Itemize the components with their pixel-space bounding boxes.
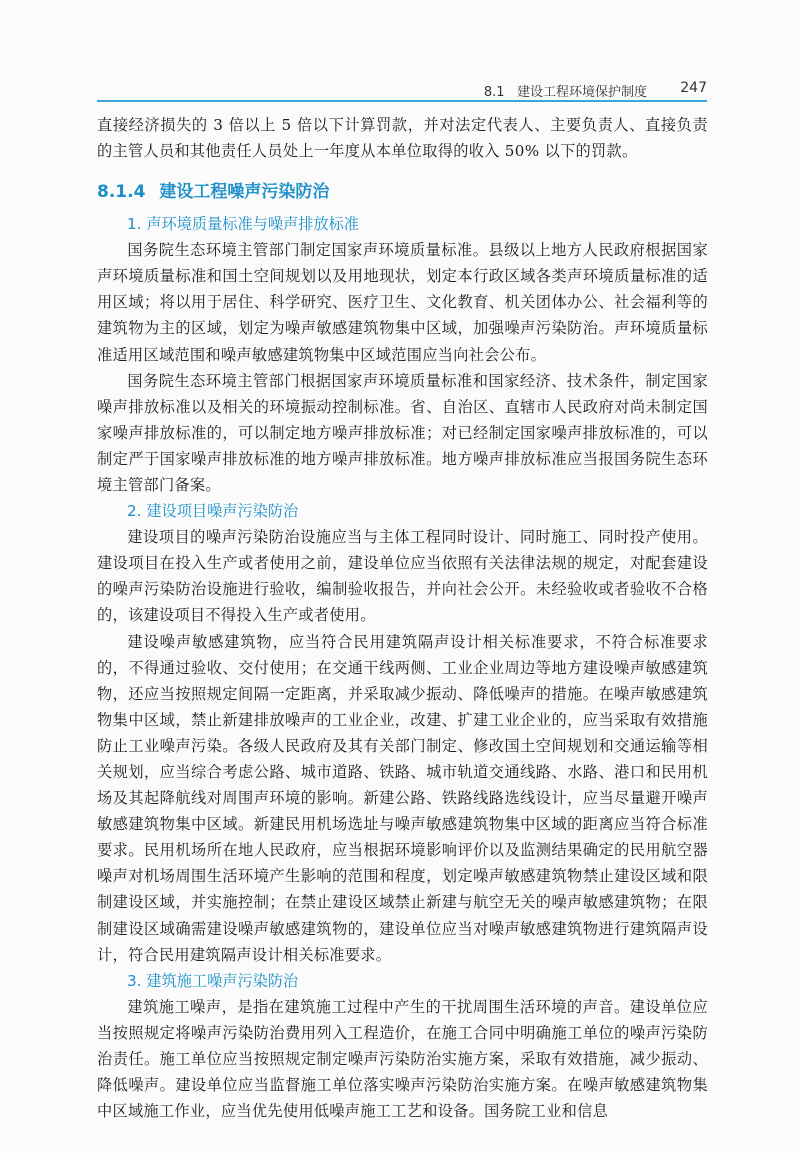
- section-heading: [97, 177, 708, 207]
- subheading-2: 2. 建设项目噪声污染防治: [127, 502, 299, 521]
- paragraph-continued: 直接经济损失的 3 倍以上 5 倍以下计算罚款，并对法定代表人、主要负责人、直接负责的主管人员和其他责任人员处上一年度从本单位取得的收入 50% 以下的罚款。: [97, 116, 708, 161]
- running-header-section: [484, 81, 647, 100]
- page-content: [97, 112, 708, 1124]
- paragraph-5: 建筑施工噪声，是指在建筑施工过程中产生的干扰周围生活环境的声音。建设单位应当按照规定将噪声污染防治费用列入工程造价，在施工合同中明确施工单位的噪声污染防治责任。施工单位应当按照规定制定噪声污染防治实施方案，采取有效措施，减少振动、降低噪声。建设单位应当监督施工单位落实噪声污染防治实施方案。在噪声敏感建筑物集中区域施工作业，应当优先使用低噪声施工工艺和设备。国务院工业和信息: [97, 997, 708, 1121]
- paragraph-1: 国务院生态环境主管部门制定国家声环境质量标准。县级以上地方人民政府根据国家声环境质量标准和国土空间规划以及用地现状，划定本行政区域各类声环境质量标准的适用区域；将以用于居住、科学研究、医疗卫生、文化教育、机关团体办公、社会福利等的建筑物为主的区域，划定为噪声敏感建筑物集中区域，加强噪声污染防治。声环境质量标准适用区域范围和噪声敏感建筑物集中区域范围应当向社会公布。: [97, 241, 708, 364]
- running-header: [97, 78, 707, 100]
- header-rule: [97, 100, 707, 102]
- running-header-section-number: 8.1: [483, 85, 505, 100]
- subheading-1: 1. 声环境质量标准与噪声排放标准: [127, 215, 359, 234]
- running-header-section-title: 建设工程环境保护制度: [516, 85, 647, 100]
- section-title: 建设工程噪声污染防治: [159, 182, 330, 203]
- paragraph-4: 建设噪声敏感建筑物，应当符合民用建筑隔声设计相关标准要求，不符合标准要求的，不得通过验收、交付使用；在交通干线两侧、工业企业周边等地方建设噪声敏感建筑物，还应当按照规定间隔一定距离，并采取减少振动、降低噪声的措施。在噪声敏感建筑物集中区域，禁止新建排放噪声的工业企业，改建、扩建工业企业的，应当采取有效措施防止工业噪声污染。各级人民政府及其有关部门制定、修改国土空间规划和交通运输等相关规划，应当综合考虑公路、城市道路、铁路、城市轨道交通线路、水路、港口和民用机场及其起降航线对周围声环境的影响。新建公路、铁路线路选线设计，应当尽量避开噪声敏感建筑物集中区域。新建民用机场选址与噪声敏感建筑物集中区域的距离应当符合标准要求。民用机场所在地人民政府，应当根据环境影响评价以及监测结果确定的民用航空器噪声对机场周围生活环境产生影响的范围和程度，划定噪声敏感建筑物禁止建设区域和限制建设区域，并实施控制；在禁止建设区域禁止新建与航空无关的噪声敏感建筑物；在限制建设区域确需建设噪声敏感建筑物的，建设单位应当对噪声敏感建筑物进行建筑隔声设计，符合民用建筑隔声设计相关标准要求。: [97, 632, 708, 964]
- subheading-3: 3. 建筑施工噪声污染防治: [127, 971, 299, 990]
- paragraph-3: 建设项目的噪声污染防治设施应当与主体工程同时设计、同时施工、同时投产使用。建设项目在投入生产或者使用之前，建设单位应当依照有关法律法规的规定，对配套建设的噪声污染防治设施进行验收，编制验收报告，并向社会公开。未经验收或者验收不合格的，该建设项目不得投入生产或者使用。: [97, 528, 708, 625]
- section-number: 8.1.4: [97, 182, 146, 203]
- page-number: 247: [680, 80, 707, 96]
- paragraph-2: 国务院生态环境主管部门根据国家声环境质量标准和国家经济、技术条件，制定国家噪声排放标准以及相关的环境振动控制标准。省、自治区、直辖市人民政府对尚未制定国家噪声排放标准的，可以制定地方噪声排放标准；对已经制定国家噪声排放标准的，可以制定严于国家噪声排放标准的地方噪声排放标准。地方噪声排放标准应当报国务院生态环境主管部门备案。: [97, 371, 708, 495]
